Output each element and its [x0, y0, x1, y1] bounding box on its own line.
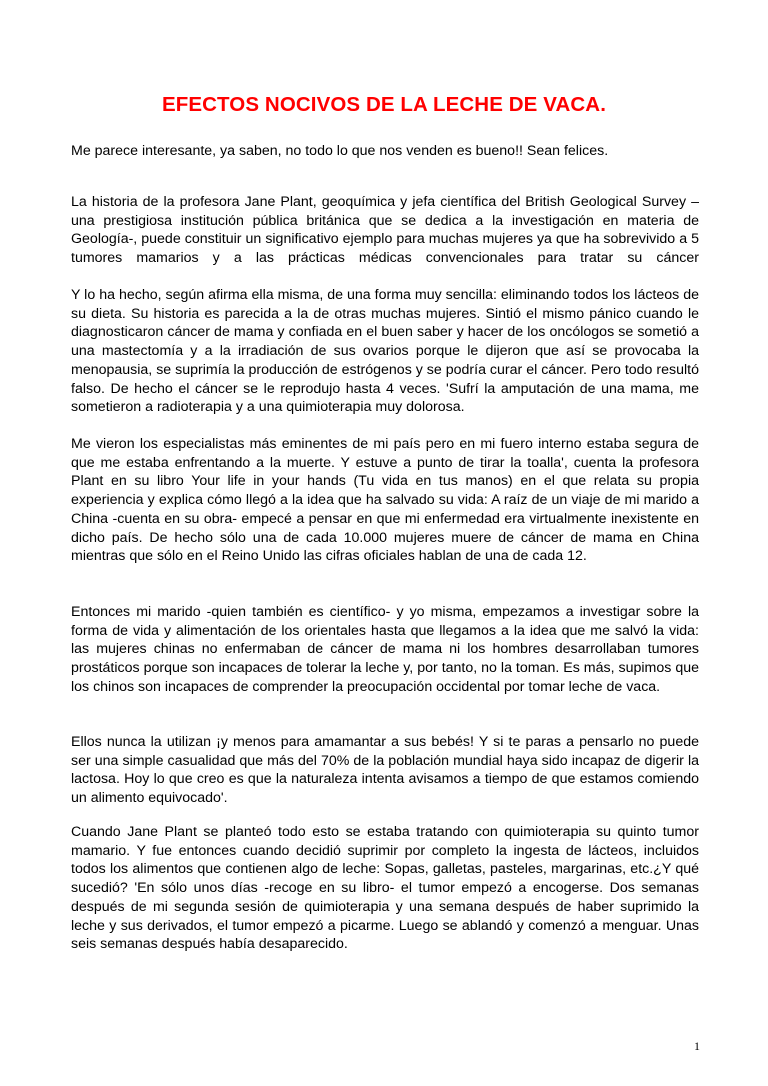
paragraph-diagnosis: Y lo ha hecho, según afirma ella misma, de una forma muy sencilla: eliminando todos los lácteos de su dieta. Su historia es parecida a la de otras muchas mujeres. Sintió el mismo pánico cuando le diagnosticaron cáncer de mama y confiada en el buen saber y hacer de los oncólogos se sometió a una mastectomía y a la irradiación de sus ovarios porque le dijeron que así se provocaba la menopausia, se suprimía la producción de estrógenos y se podría curar el cáncer. Pero todo resultó falso. De hecho el cáncer se le reprodujo hasta 4 veces. 'Sufrí la amputación de una mama, me sometieron a radioterapia y a una quimioterapia muy dolorosa.: [71, 287, 699, 416]
paragraph-lactose: Ellos nunca la utilizan ¡y menos para amamantar a sus bebés! Y si te paras a pensarlo no puede ser una simple casualidad que más del 70% de la población mundial haya sido incapaz de digerir la lactosa. Hoy lo que creo es que la naturaleza intenta avisamos a tiempo de que estamos comiendo un alimento equivocado'.: [71, 734, 699, 807]
document-title: EFECTOS NOCIVOS DE LA LECHE DE VACA.: [161, 93, 607, 116]
paragraph-intro: Me parece interesante, ya saben, no todo lo que nos venden es bueno!! Sean felices.: [71, 143, 609, 159]
paragraph-specialists: Me vieron los especialistas más eminentes de mi país pero en mi fuero interno estaba segura de que me estaba enfrentando a la muerte. Y estuve a punto de tirar la toalla', cuenta la profesora Plant en su libro Your life in your hands (Tu vida en tus manos) en el que relata su propia experiencia y explica cómo llegó a la idea que ha salvado su vida: A raíz de un viaje de mi marido a China -cuenta en su obra- empecé a pensar en que mi enfermedad era virtualmente inexistente en dicho país. De hecho sólo una de cada 10.000 mujeres muere de cáncer de mama en China mientras que sólo en el Reino Unido las cifras oficiales hablan de una de cada 12.: [71, 436, 699, 565]
paragraph-jane-plant-history: La historia de la profesora Jane Plant, geoquímica y jefa científica del British Geological Survey –una prestigiosa institución pública británica que se dedica a la investigación en materia de Geología-, puede constituir un significativo ejemplo para muchas mujeres ya que ha sobrevivido a 5 tumores mamarios y a las prácticas médicas convencionales para tratar su cáncer: [71, 194, 699, 267]
paragraph-investigation: Entonces mi marido -quien también es científico- y yo misma, empezamos a investigar sobre la forma de vida y alimentación de los orientales hasta que llegamos a la idea que me salvó la vida: las mujeres chinas no enfermaban de cáncer de mama ni los hombres desarrollaban tumores prostáticos porque son incapaces de tolerar la leche y, por tanto, no la toman. Es más, supimos que los chinos son incapaces de comprender la preocupación occidental por tomar leche de vaca.: [71, 604, 699, 695]
paragraph-outcome: Cuando Jane Plant se planteó todo esto se estaba tratando con quimioterapia su quinto tumor mamario. Y fue entonces cuando decidió suprimir por completo la ingesta de lácteos, incluidos todos los alimentos que contienen algo de leche: Sopas, galletas, pasteles, margarinas, etc.¿Y qué sucedió? 'En sólo unos días -recoge en su libro- el tumor empezó a encogerse. Dos semanas después de mi segunda sesión de quimioterapia y una semana después de haber suprimido la leche y sus derivados, el tumor empezó a picarme. Luego se ablandó y comenzó a menguar. Unas seis semanas después había desaparecido.: [71, 824, 699, 953]
page-number: 1: [694, 1039, 700, 1053]
